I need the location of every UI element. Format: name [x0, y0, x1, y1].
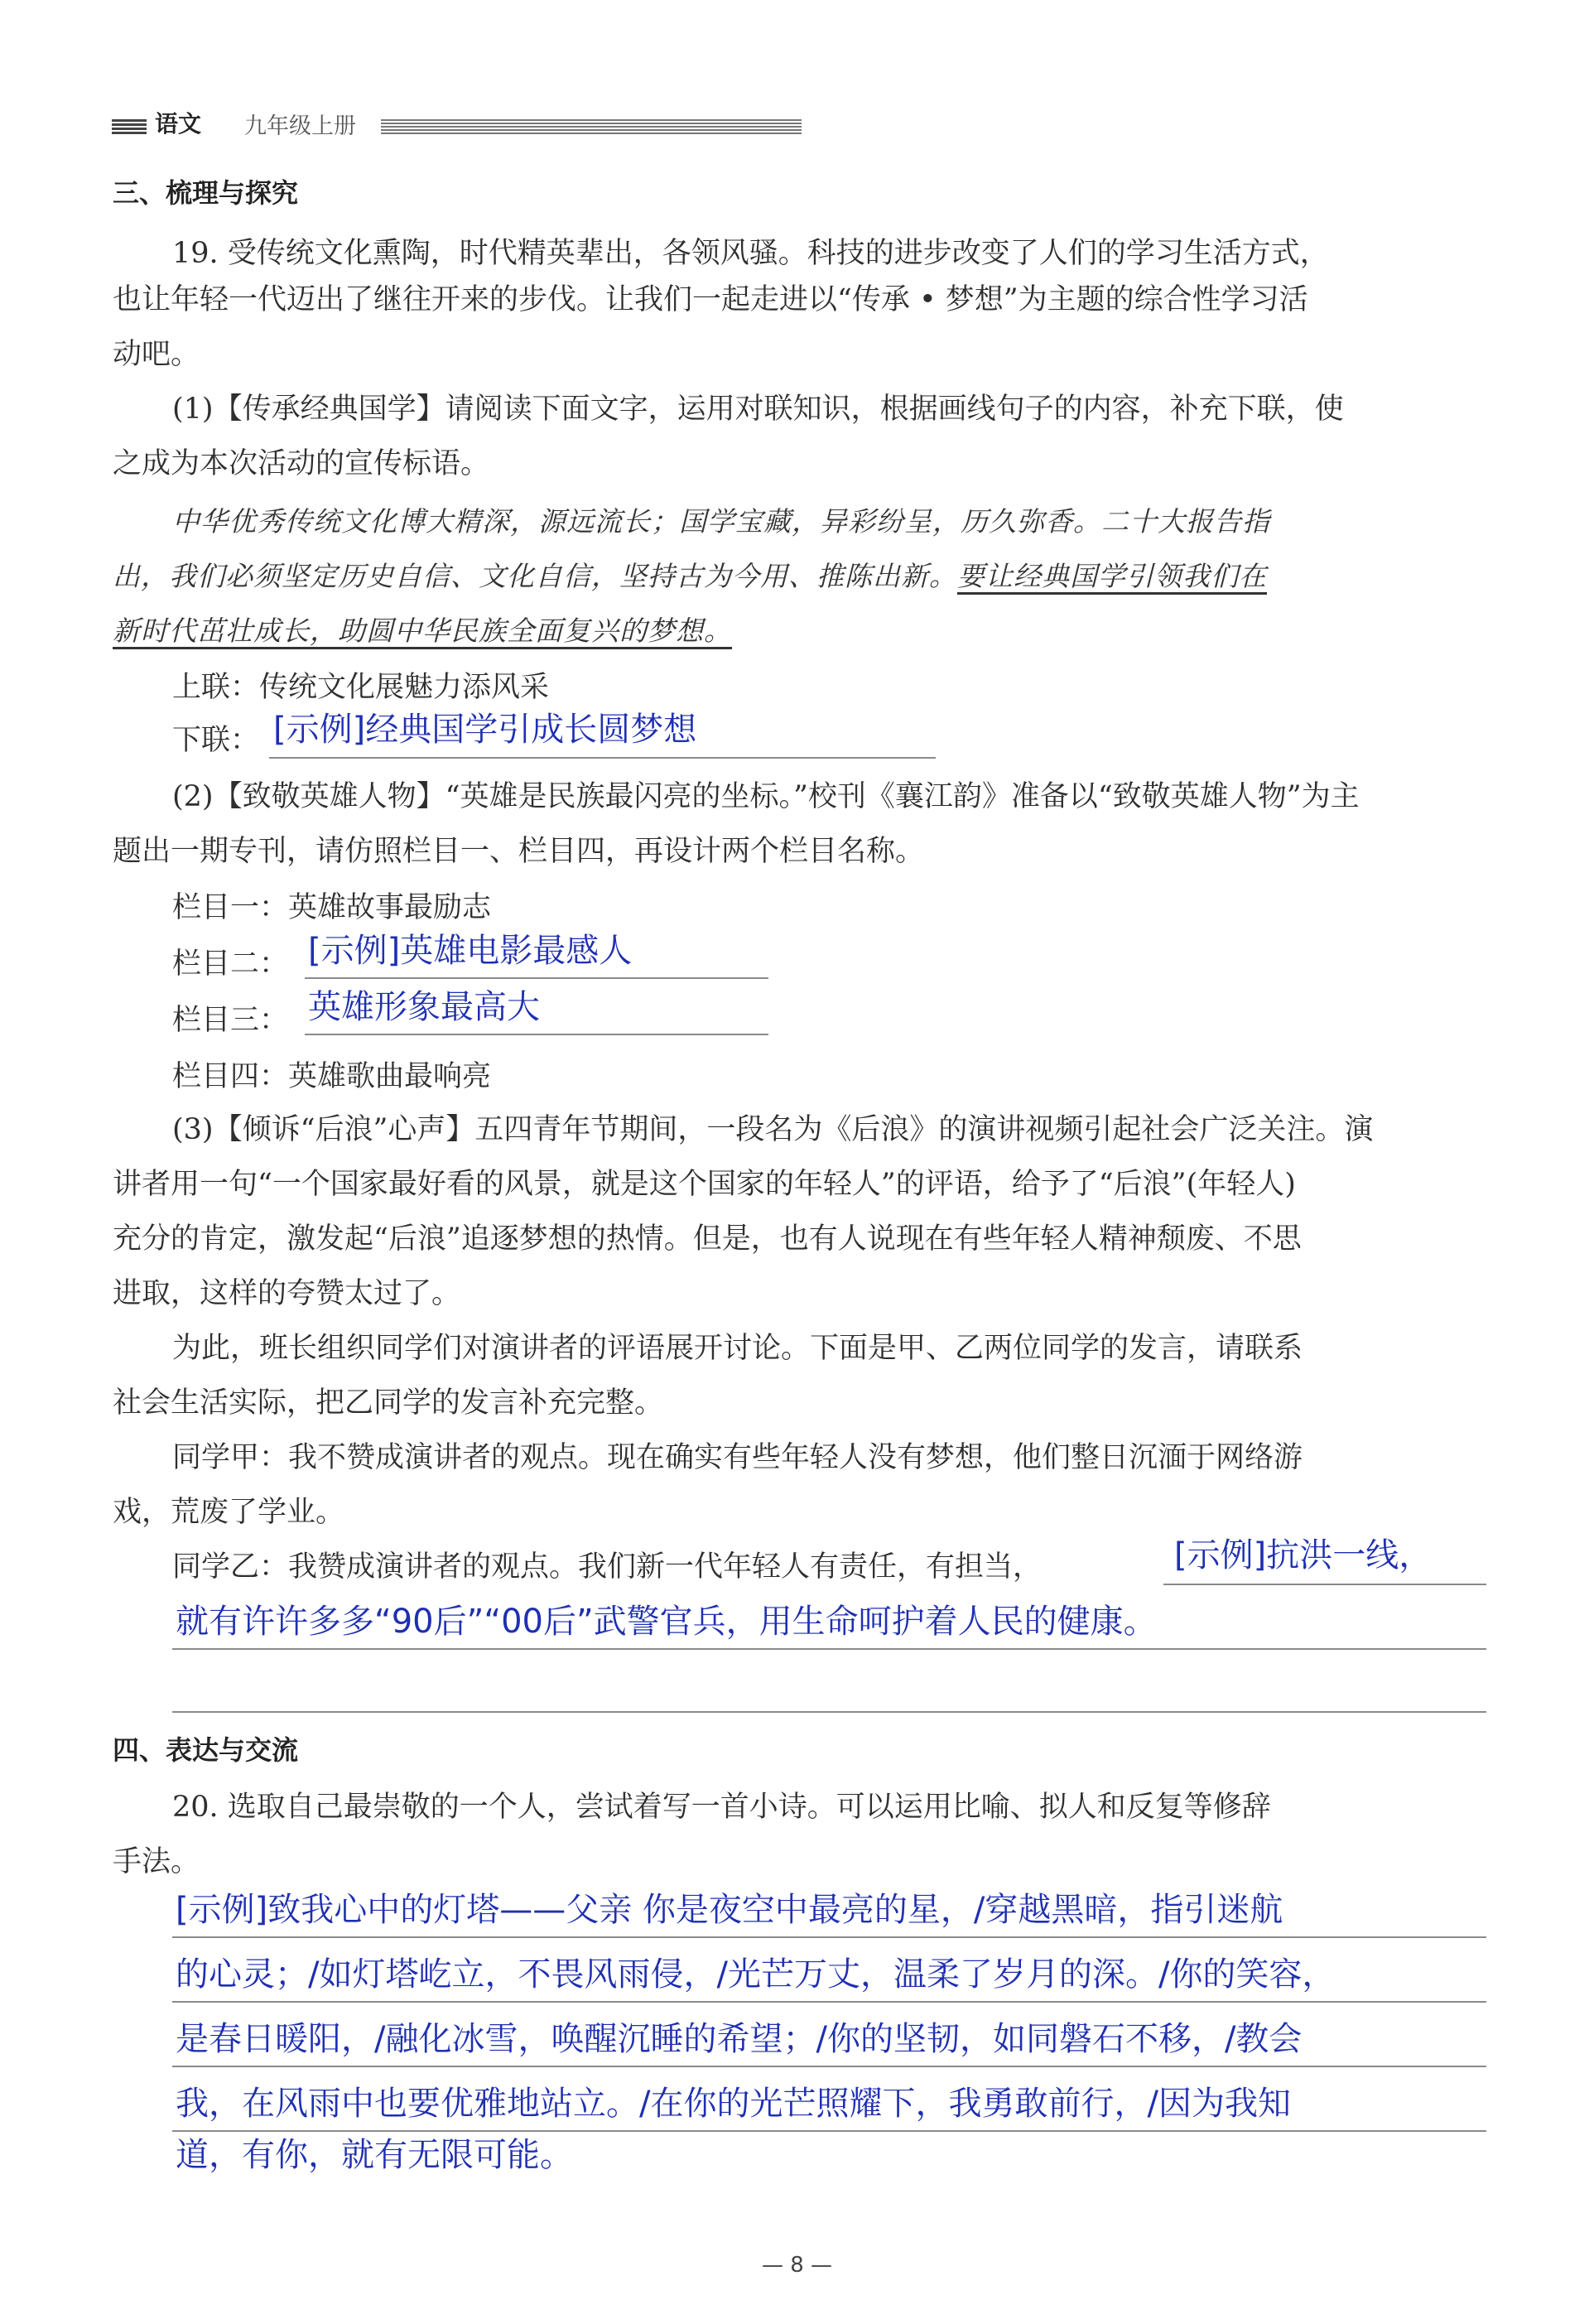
upper-couplet: 上联：传统文化展魅力添风采: [172, 671, 550, 704]
column-two-label: 栏目二：: [172, 947, 289, 981]
page-header: [112, 106, 691, 147]
q20-answer-line: 我，在风雨中也要优雅地站立。/在你的光芒照耀下，我勇敢前行，/因为我知: [176, 2085, 1291, 2123]
q20-answer-line: 的心灵；/如灯塔屹立，不畏风雨侵，/光芒万丈，温柔了岁月的深。/你的笑容，: [176, 1955, 1336, 1994]
page-number: — 8 —: [761, 2253, 833, 2278]
q19-part3-task: 社会生活实际，把乙同学的发言补充完整。: [113, 1386, 664, 1420]
header-grade: 九年级上册: [244, 113, 356, 139]
q19-part1-prompt: (1)【传承经典国学】请阅读下面文字，运用对联知识，根据画线句子的内容，补充下联，使: [172, 393, 1344, 426]
student-b-answer: 就有许许多多“90后”“00后”武警官兵，用生命呵护着人民的健康。: [176, 1603, 1157, 1641]
answer-line: [305, 1034, 768, 1035]
header-subject: 语文: [155, 110, 202, 137]
q20-prompt: 手法。: [113, 1845, 200, 1878]
answer-line: [269, 757, 936, 759]
column-two-answer: [示例]英雄电影最感人: [308, 932, 633, 970]
q19-intro-line: 也让年轻一代迈出了继往开来的步伐。让我们一起走进以“传承 • 梦想”为主题的综合性学习活: [113, 283, 1308, 316]
lower-couplet-answer: [示例]经典国学引成长圆梦想: [273, 711, 697, 749]
q20-answer-line: 道，有你，就有无限可能。: [176, 2136, 573, 2174]
q19-part3-prompt: 讲者用一句“一个国家最好看的风景，就是这个国家的年轻人”的评语，给予了“后浪”(年轻人): [113, 1168, 1296, 1201]
q19-part3-prompt: (3)【倾诉“后浪”心声】五四青年节期间，一段名为《后浪》的演讲视频引起社会广泛关注。演: [172, 1113, 1374, 1146]
student-a-statement: 戏，荒废了学业。: [113, 1496, 345, 1529]
answer-line: [1163, 1584, 1486, 1585]
underlined-sentence: 要让经典国学引领我们在: [957, 560, 1267, 592]
q19-part3-task: 为此，班长组织同学们对演讲者的评语展开讨论。下面是甲、乙两位同学的发言，请联系: [172, 1332, 1303, 1365]
q19-part3-prompt: 进取，这样的夸赞太过了。: [113, 1277, 461, 1310]
passage-text: 出，我们必须坚定历史自信、文化自信，坚持古为今用、推陈出新。: [113, 560, 957, 592]
q20-answer-line: [示例]致我心中的灯塔——父亲 你是夜空中最亮的星，/穿越黑暗，指引迷航: [176, 1891, 1283, 1929]
q19-part1-prompt: 之成为本次活动的宣传标语。: [113, 447, 490, 480]
answer-line: [172, 1936, 1486, 1938]
passage-line: [113, 611, 732, 651]
q19-intro-line: 动吧。: [113, 338, 200, 371]
q20-prompt: 20. 选取自己最崇敬的一个人，尝试着写一首小诗。可以运用比喻、拟人和反复等修辞: [172, 1791, 1271, 1824]
q19-part3-prompt: 充分的肯定，激发起“后浪”追逐梦想的热情。但是，也有人说现在有些年轻人精神颓废、不思: [113, 1222, 1302, 1256]
column-four: 栏目四：英雄歌曲最响亮: [172, 1060, 492, 1093]
column-three-answer: 英雄形象最高大: [308, 988, 540, 1026]
answer-line: [172, 2066, 1486, 2067]
header-lines-decoration: [381, 119, 802, 134]
column-three-label: 栏目三：: [172, 1004, 289, 1037]
section-4-title: 四、表达与交流: [113, 1734, 299, 1766]
q19-part2-prompt: 题出一期专刊，请仿照栏目一、栏目四，再设计两个栏目名称。: [113, 835, 925, 868]
student-a-statement: 同学甲：我不赞成演讲者的观点。现在确实有些年轻人没有梦想，他们整日沉湎于网络游: [172, 1441, 1303, 1474]
column-one: 栏目一：英雄故事最励志: [172, 891, 492, 924]
student-b-answer: [示例]抗洪一线，: [1174, 1536, 1433, 1574]
answer-line: [305, 977, 768, 979]
answer-line: [172, 1711, 1486, 1713]
q19-intro-line: 19. 受传统文化熏陶，时代精英辈出，各领风骚。科技的进步改变了人们的学习生活方式，: [172, 237, 1329, 270]
answer-line: [172, 1648, 1486, 1650]
underlined-sentence: 新时代茁壮成长，助圆中华民族全面复兴的梦想。: [113, 615, 732, 647]
section-3-title: 三、梳理与探究: [113, 177, 299, 209]
lower-couplet-label: 下联：: [172, 724, 260, 757]
answer-line: [172, 2001, 1486, 2003]
passage-line: [113, 557, 1267, 596]
q20-answer-line: 是春日暖阳，/融化冰雪，唤醒沉睡的希望；/你的坚韧，如同磐石不移，/教会: [176, 2020, 1303, 2058]
header-bars-decoration: [112, 119, 147, 134]
q19-part2-prompt: (2)【致敬英雄人物】“英雄是民族最闪亮的坐标。”校刊《襄江韵》准备以“致敬英雄人物”为主: [172, 780, 1360, 813]
student-b-statement: 同学乙：我赞成演讲者的观点。我们新一代年轻人有责任，有担当，: [172, 1550, 1043, 1584]
passage-line: 中华优秀传统文化博大精深，源远流长；国学宝藏，异彩纷呈，历久弥香。二十大报告指: [172, 505, 1270, 538]
